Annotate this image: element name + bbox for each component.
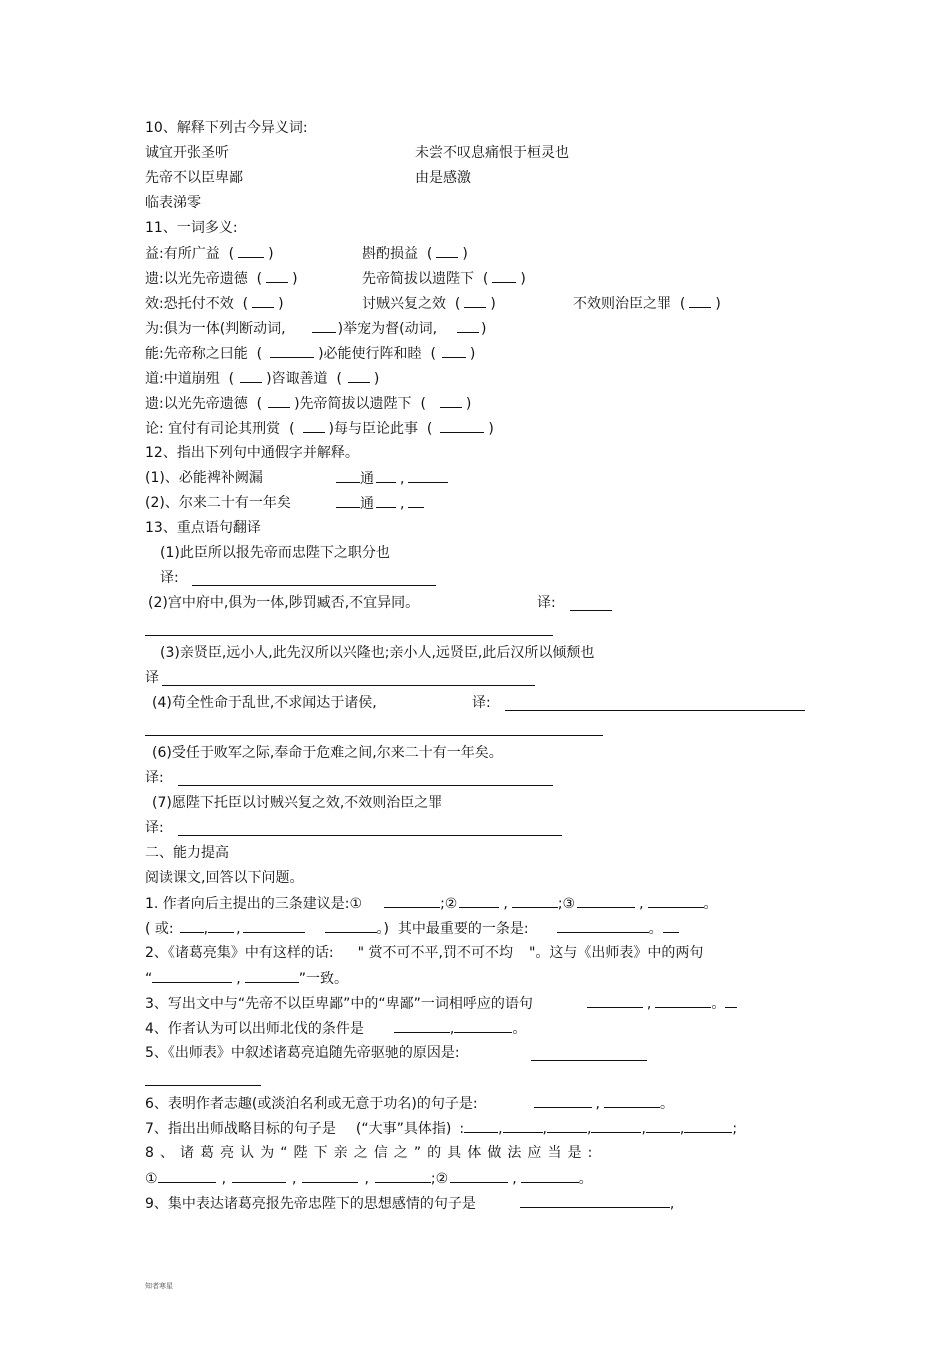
answer-blank[interactable]: [325, 918, 377, 933]
q13-sentence-2: (2)宫中府中,俱为一体,陟罚臧否,不宜异同。: [148, 595, 420, 611]
answer-blank[interactable]: [375, 1168, 431, 1183]
q11-text: )必能使行阵和睦 (: [318, 346, 436, 362]
answer-blank[interactable]: [252, 293, 274, 308]
p2-text: 。: [711, 996, 726, 1012]
p2-q8-answers: [145, 1168, 593, 1189]
answer-blank[interactable]: [520, 1193, 670, 1208]
part2-title: 二、能力提高: [145, 845, 229, 861]
q12-item-2: (2)、尔来二十有一年矣: [145, 495, 291, 511]
q11-line-8: [145, 418, 494, 439]
q12-answer-2: [336, 493, 424, 514]
answer-blank[interactable]: [512, 893, 558, 908]
q11-text: 先帝简拔以遗陛下 (: [362, 271, 489, 287]
q13-sentence-6: (6)受任于败军之际,奉命于危难之间,尔来二十有一年矣。: [152, 745, 503, 761]
answer-blank[interactable]: [457, 318, 479, 333]
p2-text: 6、表明作者志趣(或淡泊名利或无意于功名)的句子是:: [145, 1096, 478, 1112]
p2-q5: 5、《出师表》中叙述诸葛亮追随先帝驱驰的原因是:: [145, 1045, 460, 1061]
answer-blank[interactable]: [336, 493, 360, 508]
p2-text: “: [145, 971, 153, 987]
q13-translate-label: 译:: [160, 570, 179, 586]
answer-blank[interactable]: [450, 1168, 508, 1183]
p2-text: ,: [639, 896, 644, 912]
answer-blank[interactable]: [557, 918, 649, 933]
q11-text: ): [490, 296, 496, 312]
q11-text: 遗:以光先帝遗德 (: [145, 396, 263, 412]
answer-blank[interactable]: [440, 418, 484, 433]
p2-text: ;③: [557, 896, 576, 912]
q12-tong: 通: [360, 496, 374, 512]
answer-blank[interactable]: [243, 918, 305, 933]
p2-text: 2、《诸葛亮集》中有这样的话:: [145, 945, 334, 961]
answer-blank[interactable]: [604, 1093, 660, 1108]
answer-blank[interactable]: [384, 893, 440, 908]
p2-text: ,: [586, 1121, 592, 1137]
answer-blank[interactable]: [648, 893, 704, 908]
p2-text: 。: [578, 1171, 593, 1187]
p2-text: ,: [542, 1121, 547, 1137]
answer-blank[interactable]: [408, 493, 424, 508]
answer-blank[interactable]: [503, 1118, 543, 1133]
q10-item-1: 诚宜开张圣听: [145, 145, 229, 161]
p2-q3: [145, 993, 737, 1014]
q11-text: ): [520, 271, 526, 287]
p2-text: ,: [292, 1171, 297, 1187]
answer-blank[interactable]: [266, 268, 288, 283]
answer-blank[interactable]: [440, 393, 462, 408]
q11-text: ): [469, 346, 476, 362]
answer-blank[interactable]: [312, 318, 336, 333]
answer-blank[interactable]: [459, 893, 499, 908]
q13-translate-label: 译:: [145, 820, 164, 836]
answer-blank[interactable]: [245, 968, 299, 983]
q12-comma: ,: [400, 496, 405, 512]
p2-text: 4、作者认为可以出师北伐的条件是: [145, 1021, 364, 1037]
answer-blank[interactable]: [521, 1168, 579, 1183]
answer-line[interactable]: [531, 1060, 647, 1061]
answer-line[interactable]: [145, 1085, 261, 1086]
answer-blank[interactable]: [348, 368, 370, 383]
q11-text: 能:先帝称之曰能 (: [145, 346, 263, 362]
p2-text: ,: [236, 971, 241, 987]
p2-text: 1. 作者向后主提出的三条建议是:①: [145, 896, 363, 912]
p2-text: 。: [660, 1096, 674, 1112]
p2-q2-line-2: [145, 968, 348, 989]
answer-blank[interactable]: [577, 893, 635, 908]
answer-blank[interactable]: [436, 243, 458, 258]
answer-blank[interactable]: [180, 918, 204, 933]
q11-text: ): [292, 271, 298, 287]
q11-line-1b: [362, 243, 468, 264]
p2-q1-line-2: [145, 918, 679, 939]
q11-text: 道:中道崩殂 (: [145, 371, 235, 387]
q13-translate-label: 译:: [537, 595, 556, 611]
answer-blank[interactable]: [394, 1018, 450, 1033]
answer-blank[interactable]: [534, 1093, 592, 1108]
answer-blank[interactable]: [303, 418, 325, 433]
q12-tong: 通: [360, 471, 374, 487]
translation-line[interactable]: [505, 710, 805, 711]
q11-text: 不效则治臣之罪 (: [573, 296, 686, 312]
p2-text: 。: [512, 1021, 527, 1037]
q13-sentence-3: (3)亲贤臣,远小人,此先汉所以兴隆也;亲小人,远贤臣,此后汉所以倾颓也: [160, 645, 595, 661]
q11-line-3b: [362, 293, 496, 314]
q11-line-2b: [362, 268, 526, 289]
answer-blank[interactable]: [336, 468, 360, 483]
p2-text: :: [459, 1121, 465, 1137]
q10-item-4: 由是感激: [415, 170, 471, 186]
p2-text: ,: [498, 1121, 503, 1137]
p2-text: ,: [236, 921, 241, 937]
answer-blank[interactable]: [240, 368, 262, 383]
q11-title: 11、一词多义:: [145, 220, 238, 236]
q11-text: ): [481, 321, 487, 337]
q11-text: ): [465, 396, 472, 412]
q11-text: )先帝简拔以遗陛下 (: [294, 396, 426, 412]
q11-line-4: [145, 318, 486, 339]
q11-text: ): [268, 246, 274, 262]
translation-line[interactable]: [145, 735, 603, 736]
answer-blank[interactable]: [547, 1118, 587, 1133]
answer-blank[interactable]: [408, 468, 448, 483]
answer-blank[interactable]: [442, 343, 466, 358]
q12-answer-1: [336, 468, 448, 489]
p2-text: 9、集中表达诸葛亮报先帝忠陛下的思想感情的句子是: [145, 1196, 476, 1212]
p2-text: ,: [449, 1021, 455, 1037]
q11-text: 论: 宜付有司论其刑赏 (: [145, 421, 295, 437]
answer-blank[interactable]: [302, 1168, 358, 1183]
q12-comma: ,: [400, 471, 405, 487]
p2-text: ,: [641, 1121, 646, 1137]
q11-text: 讨贼兴复之效 (: [362, 296, 461, 312]
p2-q8: 8 、 诸 葛 亮 认 为 “ 陛 下 亲 之 信 之 ” 的 具 体 做 法 应 当 是 :: [145, 1145, 594, 1161]
q11-text: ): [373, 371, 380, 387]
p2-text: 。) 其中最重要的一条是:: [376, 921, 529, 937]
q11-line-7: [145, 393, 471, 414]
q11-text: 益:有所广益 (: [145, 246, 235, 262]
answer-blank[interactable]: [238, 243, 264, 258]
part2-intro: 阅读课文,回答以下问题。: [145, 870, 304, 886]
q13-sentence-1: (1)此臣所以报先帝而忠陛下之职分也: [160, 545, 390, 561]
answer-blank[interactable]: [270, 343, 314, 358]
translation-line[interactable]: [162, 685, 535, 686]
p2-text: ①: [145, 1171, 158, 1187]
answer-blank[interactable]: [208, 918, 234, 933]
p2-text: ,: [503, 896, 508, 912]
p2-text: ”一致。: [298, 971, 348, 987]
q13-sentence-4: (4)苟全性命于乱世,不求闻达于诸侯,: [152, 695, 377, 711]
answer-blank[interactable]: [684, 1118, 732, 1133]
q13-translate-label: 译:: [145, 770, 164, 786]
p2-text: 。: [703, 896, 718, 912]
p2-text: ,: [646, 996, 652, 1012]
q11-text: )每与臣论此事 (: [328, 421, 433, 437]
p2-q7: [145, 1118, 737, 1139]
translation-line[interactable]: [570, 610, 612, 611]
p2-text: 3、写出文中与“先帝不以臣卑鄙”中的“卑鄙”一词相呼应的语句: [145, 996, 533, 1012]
p2-text: ;②: [430, 1171, 449, 1187]
p2-q9: [145, 1193, 674, 1214]
answer-blank[interactable]: [464, 1118, 498, 1133]
p2-text: " 赏不可不平,罚不可不均: [357, 945, 513, 961]
p2-text: ,: [364, 1171, 369, 1187]
answer-blank[interactable]: [158, 1168, 216, 1183]
q13-title: 13、重点语句翻译: [145, 520, 261, 536]
q10-item-2: 未尝不叹息痛恨于桓灵也: [415, 145, 569, 161]
p2-text: "。这与《出师表》中的两句: [528, 945, 704, 961]
p2-q6: [145, 1093, 674, 1114]
q11-line-1: [145, 243, 274, 264]
q13-translate-label: 译:: [472, 695, 491, 711]
q10-item-3: 先帝不以臣卑鄙: [145, 170, 243, 186]
q13-translate-label: 译: [145, 670, 159, 686]
p2-text: ,: [203, 921, 209, 937]
answer-blank[interactable]: [464, 293, 486, 308]
translation-line[interactable]: [192, 585, 436, 586]
q11-text: ): [462, 246, 468, 262]
q11-text: 为:俱为一体(判断动词,: [145, 321, 286, 337]
p2-q1-line-1: [145, 893, 718, 914]
translation-line[interactable]: [178, 835, 562, 836]
answer-blank[interactable]: [587, 993, 643, 1008]
q11-text: ): [278, 296, 284, 312]
q11-text: 斟酌损益 (: [362, 246, 433, 262]
p2-text: ,: [512, 1171, 517, 1187]
q11-text: 效:恐托付不效 (: [145, 296, 249, 312]
p2-q2-line-1: [145, 943, 703, 963]
p2-text: (“大事”具体指): [355, 1121, 452, 1137]
answer-blank[interactable]: [725, 993, 737, 1008]
q11-text: ): [488, 421, 494, 437]
p2-text: ,: [221, 1171, 227, 1187]
translation-line[interactable]: [145, 635, 553, 636]
q12-title: 12、指出下列句中通假字并解释。: [145, 445, 359, 461]
answer-blank[interactable]: [152, 968, 232, 983]
answer-blank[interactable]: [376, 468, 396, 483]
answer-blank[interactable]: [646, 1118, 680, 1133]
p2-text: ,: [595, 1096, 600, 1112]
q10-item-5: 临表涕零: [145, 195, 201, 211]
q11-text: )举宠为督(动词,: [337, 321, 438, 337]
p2-text: 。: [648, 921, 663, 937]
q12-item-1: (1)、必能裨补阙漏: [145, 470, 263, 486]
q11-text: )咨诹善道 (: [266, 371, 342, 387]
answer-blank[interactable]: [591, 1118, 641, 1133]
p2-text: ( 或:: [145, 921, 174, 937]
p2-text: ;②: [440, 896, 458, 912]
p2-text: 7、指出出师战略目标的句子是: [145, 1121, 336, 1137]
answer-blank[interactable]: [663, 918, 679, 933]
translation-line[interactable]: [178, 785, 553, 786]
answer-blank[interactable]: [376, 493, 396, 508]
q11-line-3c: [573, 293, 721, 314]
answer-blank[interactable]: [655, 993, 711, 1008]
p2-text: ;: [732, 1121, 738, 1137]
p2-text: ,: [669, 1196, 675, 1212]
answer-blank[interactable]: [492, 268, 516, 283]
q11-text: 遗:以光先帝遗德 (: [145, 271, 263, 287]
q11-text: ): [715, 296, 721, 312]
q11-line-3: [145, 293, 284, 314]
q11-line-5: [145, 343, 475, 364]
answer-blank[interactable]: [232, 1168, 286, 1183]
answer-blank[interactable]: [689, 293, 711, 308]
q10-title: 10、解释下列古今异义词:: [145, 120, 308, 136]
answer-blank[interactable]: [454, 1018, 512, 1033]
q11-line-6: [145, 368, 379, 389]
p2-q4: [145, 1018, 526, 1039]
q13-sentence-7: (7)愿陛下托臣以讨贼兴复之效,不效则治臣之罪: [152, 795, 443, 811]
q11-line-2: [145, 268, 298, 289]
answer-blank[interactable]: [268, 393, 290, 408]
page-footer: 知者寒星: [145, 1282, 173, 1290]
p2-text: ,: [679, 1121, 685, 1137]
